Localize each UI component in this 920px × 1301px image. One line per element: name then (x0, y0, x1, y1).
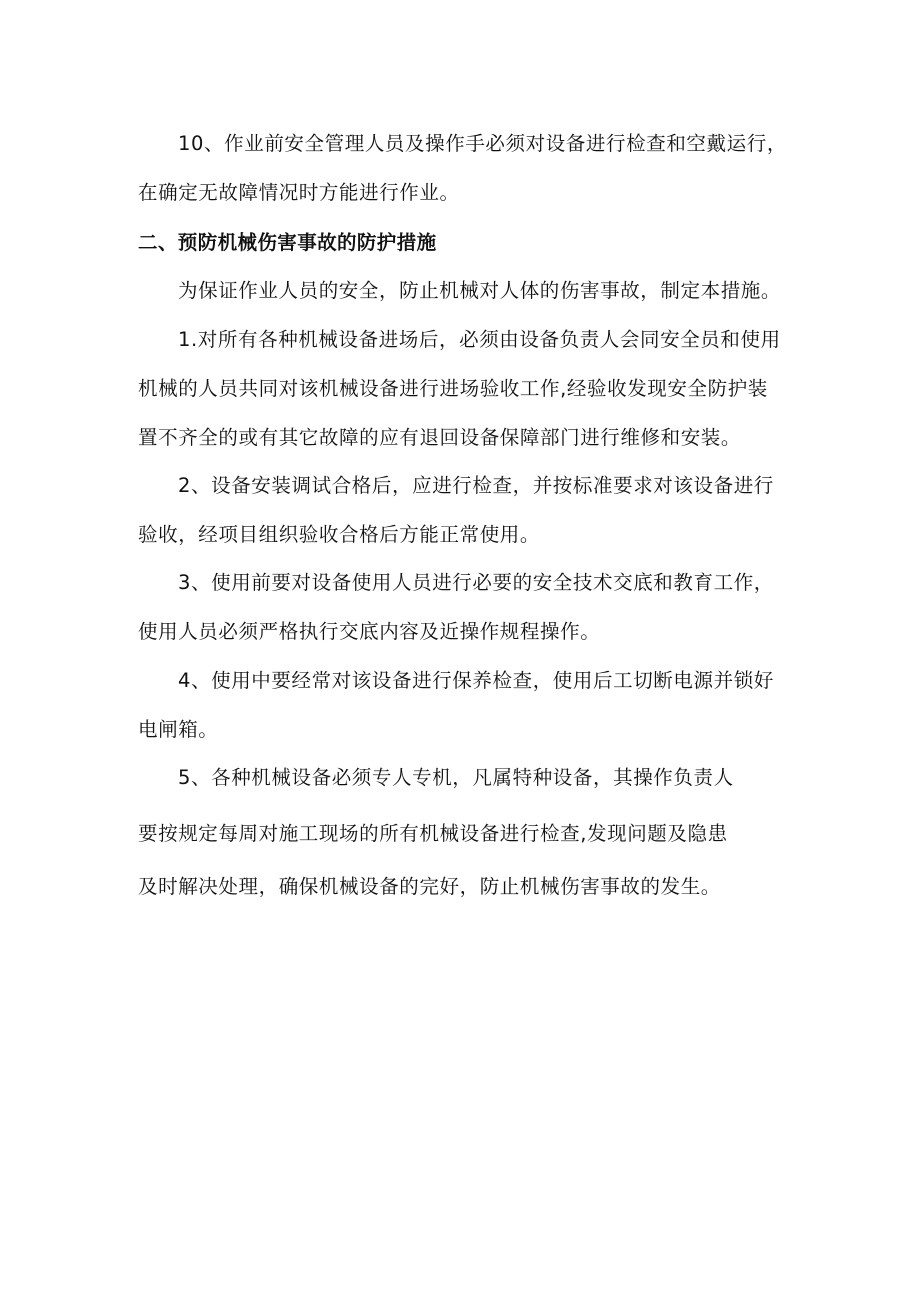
paragraph-line: 10、作业前安全管理人员及操作手必须对设备进行检查和空戴运行， (178, 132, 787, 155)
paragraph-line: 置不齐全的或有其它故障的应有退回设备保障部门进行维修和安装。 (138, 426, 742, 449)
paragraph-line: 及时解决处理，确保机械设备的完好，防止机械伤害事故的发生。 (138, 875, 721, 898)
paragraph-line: 1.对所有各种机械设备进场后，必须由设备负责人会同安全员和使用 (178, 328, 781, 351)
section-heading: 二、预防机械伤害事故的防护措施 (138, 231, 437, 254)
paragraph-line: 要按规定每周对施工现场的所有机械设备进行检查,发现问题及隐患 (138, 822, 728, 845)
paragraph-line: 在确定无故障情况时方能进行作业。 (138, 181, 460, 204)
paragraph-line: 为保证作业人员的安全，防止机械对人体的伤害事故，制定本措施。 (178, 279, 782, 302)
paragraph-line: 3、使用前要对设备使用人员进行必要的安全技术交底和教育工作， (178, 571, 774, 594)
paragraph-line: 4、使用中要经常对该设备进行保养检查，使用后工切断电源并锁好 (178, 669, 774, 692)
paragraph-line: 电闸箱。 (138, 718, 219, 741)
paragraph-line: 2、设备安装调试合格后，应进行检查，并按标准要求对该设备进行 (178, 474, 774, 497)
paragraph-line: 使用人员必须严格执行交底内容及近操作规程操作。 (138, 620, 601, 643)
paragraph-line: 机械的人员共同对该机械设备进行进场验收工作,经验收发现安全防护装 (138, 377, 768, 400)
paragraph-line: 5、各种机械设备必须专人专机，凡属特种设备，其操作负责人 (178, 766, 734, 789)
paragraph-line: 验收，经项目组织验收合格后方能正常使用。 (138, 523, 541, 546)
